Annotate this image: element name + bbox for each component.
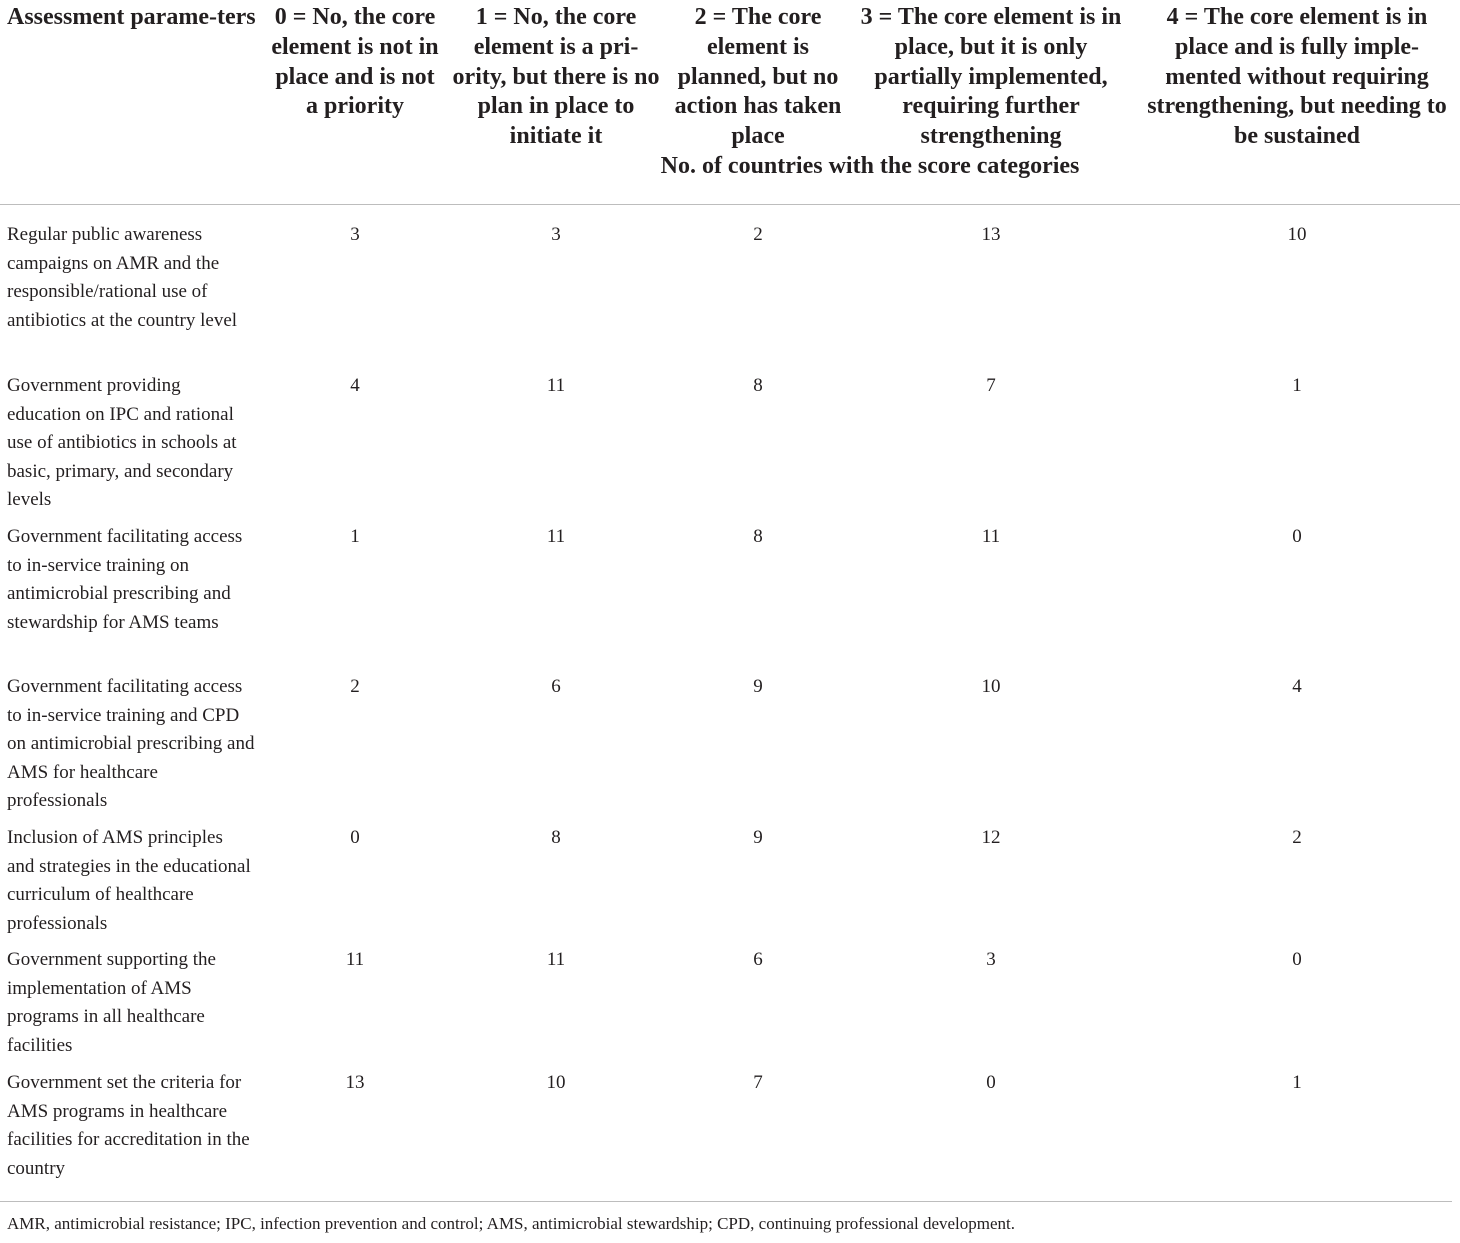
cell-score-4: 4	[1292, 676, 1302, 697]
header-score-2: 2 = The core element is planned, but no action has taken place	[674, 4, 842, 150]
cell-score-0: 13	[345, 1072, 365, 1093]
footer-divider	[0, 1201, 1452, 1202]
cell-score-2: 9	[753, 827, 763, 848]
row-parameter: Government facilitating access to in-service training on antimicrobial prescribing and stewardship for AMS teams	[7, 526, 243, 633]
cell-score-2: 9	[753, 676, 763, 697]
table-header	[0, 0, 1460, 205]
row-parameter: Government facilitating access to in-service training and CPD on antimicrobial prescribing and AMS for healthcare professionals	[7, 676, 255, 811]
cell-score-1: 3	[551, 224, 561, 245]
cell-score-0: 2	[350, 676, 360, 697]
cell-score-1: 11	[546, 526, 566, 547]
cell-score-3: 0	[986, 1072, 996, 1093]
cell-score-0: 11	[345, 949, 365, 970]
header-score-0: 0 = No, the core element is not in place and is not a priority	[271, 4, 439, 120]
cell-score-1: 11	[546, 375, 566, 396]
cell-score-1: 11	[546, 949, 566, 970]
cell-score-0: 1	[350, 526, 360, 547]
cell-score-1: 8	[551, 827, 561, 848]
row-parameter: Government providing education on IPC and rational use of antibiotics in schools at basic, primary, and secondary levels	[7, 375, 237, 510]
row-parameter: Government supporting the implementation of AMS programs in all healthcare facilities	[7, 949, 216, 1056]
cell-score-4: 2	[1292, 827, 1302, 848]
header-assessment-parameters: Assessment parame-ters	[7, 4, 256, 30]
cell-score-2: 7	[753, 1072, 763, 1093]
cell-score-4: 1	[1292, 375, 1302, 396]
cell-score-4: 10	[1287, 224, 1307, 245]
cell-score-2: 6	[753, 949, 763, 970]
cell-score-3: 13	[981, 224, 1001, 245]
row-parameter: Government set the criteria for AMS programs in healthcare facilities for accreditation in the country	[7, 1072, 250, 1179]
cell-score-4: 0	[1292, 526, 1302, 547]
header-score-1: 1 = No, the core element is a pri-ority, but there is no plan in place to initiate it	[452, 4, 660, 150]
cell-score-3: 10	[981, 676, 1001, 697]
cell-score-4: 1	[1292, 1072, 1302, 1093]
cell-score-3: 12	[981, 827, 1001, 848]
cell-score-3: 11	[981, 526, 1001, 547]
cell-score-4: 0	[1292, 949, 1302, 970]
header-score-3: 3 = The core element is in place, but it is only partially implemented, requiring further strengthening	[860, 4, 1122, 150]
cell-score-2: 8	[753, 375, 763, 396]
cell-score-3: 3	[986, 949, 996, 970]
header-subheader: No. of countries with the score categories	[660, 153, 1080, 179]
table-footnote: AMR, antimicrobial resistance; IPC, infection prevention and control; AMS, antimicrobial stewardship; CPD, continuing professional development.	[7, 1214, 1016, 1233]
cell-score-0: 0	[350, 827, 360, 848]
row-parameter: Regular public awareness campaigns on AMR and the responsible/rational use of antibiotics at the country level	[7, 224, 238, 331]
cell-score-2: 8	[753, 526, 763, 547]
cell-score-0: 3	[350, 224, 360, 245]
cell-score-0: 4	[350, 375, 360, 396]
header-score-4: 4 = The core element is in place and is fully imple-mented without requiring strengthening, but needing to be sustained	[1147, 4, 1447, 150]
cell-score-1: 10	[546, 1072, 566, 1093]
row-parameter: Inclusion of AMS principles and strategies in the educational curriculum of healthcare professionals	[7, 827, 251, 934]
cell-score-2: 2	[753, 224, 763, 245]
cell-score-3: 7	[986, 375, 996, 396]
cell-score-1: 6	[551, 676, 561, 697]
